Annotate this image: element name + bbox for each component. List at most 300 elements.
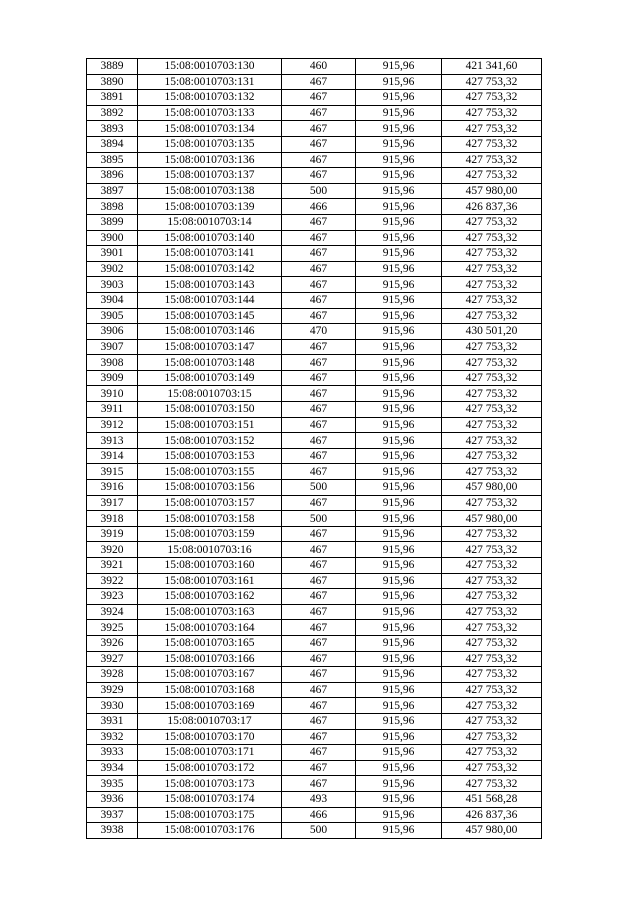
table-row xyxy=(87,542,542,558)
cadastral-value-table xyxy=(86,58,542,839)
row-number-cell: 3928 xyxy=(87,667,138,683)
cadastral-number-cell: 15:08:0010703:16 xyxy=(138,542,282,558)
unit-value-cell: 915,96 xyxy=(356,713,442,729)
row-number-cell: 3902 xyxy=(87,261,138,277)
cadastral-number-cell: 15:08:0010703:174 xyxy=(138,791,282,807)
row-number-cell: 3903 xyxy=(87,277,138,293)
cadastral-value-cell: 427 753,32 xyxy=(442,370,542,386)
row-number-cell: 3897 xyxy=(87,183,138,199)
row-number-cell: 3931 xyxy=(87,713,138,729)
cadastral-value-cell: 427 753,32 xyxy=(442,355,542,371)
cadastral-number-cell: 15:08:0010703:166 xyxy=(138,651,282,667)
row-number-cell: 3925 xyxy=(87,620,138,636)
cadastral-value-cell: 421 341,60 xyxy=(442,59,542,75)
area-cell: 467 xyxy=(282,604,356,620)
cadastral-value-cell: 427 753,32 xyxy=(442,667,542,683)
table-row xyxy=(87,604,542,620)
row-number-cell: 3933 xyxy=(87,745,138,761)
row-number-cell: 3896 xyxy=(87,168,138,184)
area-cell: 467 xyxy=(282,464,356,480)
area-cell: 467 xyxy=(282,105,356,121)
area-cell: 500 xyxy=(282,823,356,839)
cadastral-number-cell: 15:08:0010703:146 xyxy=(138,324,282,340)
unit-value-cell: 915,96 xyxy=(356,791,442,807)
row-number-cell: 3917 xyxy=(87,495,138,511)
row-number-cell: 3900 xyxy=(87,230,138,246)
cadastral-value-cell: 427 753,32 xyxy=(442,105,542,121)
table-row xyxy=(87,807,542,823)
cadastral-number-cell: 15:08:0010703:138 xyxy=(138,183,282,199)
cadastral-value-cell: 427 753,32 xyxy=(442,74,542,90)
cadastral-value-cell: 427 753,32 xyxy=(442,386,542,402)
cadastral-number-cell: 15:08:0010703:148 xyxy=(138,355,282,371)
cadastral-number-cell: 15:08:0010703:15 xyxy=(138,386,282,402)
cadastral-value-cell: 427 753,32 xyxy=(442,745,542,761)
row-number-cell: 3901 xyxy=(87,246,138,262)
unit-value-cell: 915,96 xyxy=(356,433,442,449)
area-cell: 467 xyxy=(282,589,356,605)
cadastral-number-cell: 15:08:0010703:153 xyxy=(138,448,282,464)
cadastral-value-cell: 427 753,32 xyxy=(442,308,542,324)
table-row xyxy=(87,651,542,667)
area-cell: 467 xyxy=(282,246,356,262)
unit-value-cell: 915,96 xyxy=(356,339,442,355)
row-number-cell: 3893 xyxy=(87,121,138,137)
table-row xyxy=(87,635,542,651)
unit-value-cell: 915,96 xyxy=(356,589,442,605)
unit-value-cell: 915,96 xyxy=(356,386,442,402)
row-number-cell: 3889 xyxy=(87,59,138,75)
cadastral-number-cell: 15:08:0010703:172 xyxy=(138,760,282,776)
cadastral-value-cell: 426 837,36 xyxy=(442,807,542,823)
row-number-cell: 3912 xyxy=(87,417,138,433)
cadastral-number-cell: 15:08:0010703:149 xyxy=(138,370,282,386)
row-number-cell: 3924 xyxy=(87,604,138,620)
cadastral-number-cell: 15:08:0010703:152 xyxy=(138,433,282,449)
row-number-cell: 3915 xyxy=(87,464,138,480)
area-cell: 467 xyxy=(282,417,356,433)
table-row xyxy=(87,230,542,246)
area-cell: 467 xyxy=(282,526,356,542)
cadastral-value-cell: 427 753,32 xyxy=(442,776,542,792)
cadastral-number-cell: 15:08:0010703:169 xyxy=(138,698,282,714)
cadastral-value-cell: 427 753,32 xyxy=(442,698,542,714)
unit-value-cell: 915,96 xyxy=(356,199,442,215)
area-cell: 460 xyxy=(282,59,356,75)
cadastral-value-cell: 427 753,32 xyxy=(442,292,542,308)
row-number-cell: 3894 xyxy=(87,136,138,152)
unit-value-cell: 915,96 xyxy=(356,90,442,106)
area-cell: 467 xyxy=(282,745,356,761)
row-number-cell: 3907 xyxy=(87,339,138,355)
area-cell: 467 xyxy=(282,308,356,324)
unit-value-cell: 915,96 xyxy=(356,308,442,324)
table-row xyxy=(87,355,542,371)
table-row xyxy=(87,261,542,277)
cadastral-number-cell: 15:08:0010703:155 xyxy=(138,464,282,480)
unit-value-cell: 915,96 xyxy=(356,59,442,75)
area-cell: 467 xyxy=(282,651,356,667)
area-cell: 467 xyxy=(282,277,356,293)
row-number-cell: 3892 xyxy=(87,105,138,121)
cadastral-number-cell: 15:08:0010703:175 xyxy=(138,807,282,823)
unit-value-cell: 915,96 xyxy=(356,168,442,184)
unit-value-cell: 915,96 xyxy=(356,620,442,636)
table-row xyxy=(87,448,542,464)
unit-value-cell: 915,96 xyxy=(356,105,442,121)
area-cell: 466 xyxy=(282,199,356,215)
cadastral-number-cell: 15:08:0010703:130 xyxy=(138,59,282,75)
cadastral-number-cell: 15:08:0010703:170 xyxy=(138,729,282,745)
cadastral-number-cell: 15:08:0010703:139 xyxy=(138,199,282,215)
row-number-cell: 3904 xyxy=(87,292,138,308)
cadastral-value-cell: 427 753,32 xyxy=(442,651,542,667)
area-cell: 467 xyxy=(282,386,356,402)
area-cell: 467 xyxy=(282,620,356,636)
unit-value-cell: 915,96 xyxy=(356,542,442,558)
unit-value-cell: 915,96 xyxy=(356,183,442,199)
cadastral-number-cell: 15:08:0010703:140 xyxy=(138,230,282,246)
cadastral-value-cell: 457 980,00 xyxy=(442,823,542,839)
cadastral-number-cell: 15:08:0010703:165 xyxy=(138,635,282,651)
row-number-cell: 3899 xyxy=(87,214,138,230)
row-number-cell: 3898 xyxy=(87,199,138,215)
table-row xyxy=(87,277,542,293)
row-number-cell: 3895 xyxy=(87,152,138,168)
cadastral-number-cell: 15:08:0010703:134 xyxy=(138,121,282,137)
area-cell: 467 xyxy=(282,760,356,776)
row-number-cell: 3913 xyxy=(87,433,138,449)
area-cell: 500 xyxy=(282,480,356,496)
cadastral-number-cell: 15:08:0010703:167 xyxy=(138,667,282,683)
unit-value-cell: 915,96 xyxy=(356,558,442,574)
table-row xyxy=(87,698,542,714)
row-number-cell: 3891 xyxy=(87,90,138,106)
cadastral-number-cell: 15:08:0010703:158 xyxy=(138,511,282,527)
unit-value-cell: 915,96 xyxy=(356,776,442,792)
cadastral-number-cell: 15:08:0010703:150 xyxy=(138,402,282,418)
cadastral-number-cell: 15:08:0010703:135 xyxy=(138,136,282,152)
unit-value-cell: 915,96 xyxy=(356,604,442,620)
unit-value-cell: 915,96 xyxy=(356,152,442,168)
table-row xyxy=(87,90,542,106)
table-row xyxy=(87,386,542,402)
area-cell: 500 xyxy=(282,183,356,199)
table-row xyxy=(87,667,542,683)
cadastral-value-cell: 427 753,32 xyxy=(442,464,542,480)
unit-value-cell: 915,96 xyxy=(356,230,442,246)
cadastral-number-cell: 15:08:0010703:132 xyxy=(138,90,282,106)
unit-value-cell: 915,96 xyxy=(356,495,442,511)
row-number-cell: 3920 xyxy=(87,542,138,558)
area-cell: 467 xyxy=(282,635,356,651)
area-cell: 467 xyxy=(282,292,356,308)
area-cell: 467 xyxy=(282,261,356,277)
table-row xyxy=(87,745,542,761)
row-number-cell: 3908 xyxy=(87,355,138,371)
unit-value-cell: 915,96 xyxy=(356,651,442,667)
area-cell: 467 xyxy=(282,433,356,449)
unit-value-cell: 915,96 xyxy=(356,745,442,761)
table-row xyxy=(87,526,542,542)
cadastral-number-cell: 15:08:0010703:142 xyxy=(138,261,282,277)
unit-value-cell: 915,96 xyxy=(356,370,442,386)
table-row xyxy=(87,339,542,355)
cadastral-number-cell: 15:08:0010703:136 xyxy=(138,152,282,168)
row-number-cell: 3911 xyxy=(87,402,138,418)
area-cell: 467 xyxy=(282,230,356,246)
table-row xyxy=(87,417,542,433)
unit-value-cell: 915,96 xyxy=(356,573,442,589)
row-number-cell: 3926 xyxy=(87,635,138,651)
area-cell: 467 xyxy=(282,90,356,106)
cadastral-number-cell: 15:08:0010703:156 xyxy=(138,480,282,496)
area-cell: 467 xyxy=(282,776,356,792)
unit-value-cell: 915,96 xyxy=(356,214,442,230)
unit-value-cell: 915,96 xyxy=(356,402,442,418)
table-row xyxy=(87,59,542,75)
unit-value-cell: 915,96 xyxy=(356,667,442,683)
row-number-cell: 3905 xyxy=(87,308,138,324)
unit-value-cell: 915,96 xyxy=(356,682,442,698)
cadastral-value-cell: 426 837,36 xyxy=(442,199,542,215)
table-row xyxy=(87,308,542,324)
unit-value-cell: 915,96 xyxy=(356,698,442,714)
unit-value-cell: 915,96 xyxy=(356,448,442,464)
row-number-cell: 3919 xyxy=(87,526,138,542)
unit-value-cell: 915,96 xyxy=(356,121,442,137)
cadastral-value-cell: 427 753,32 xyxy=(442,417,542,433)
table-row xyxy=(87,370,542,386)
cadastral-number-cell: 15:08:0010703:171 xyxy=(138,745,282,761)
cadastral-number-cell: 15:08:0010703:159 xyxy=(138,526,282,542)
cadastral-value-cell: 427 753,32 xyxy=(442,152,542,168)
area-cell: 467 xyxy=(282,339,356,355)
table-row xyxy=(87,558,542,574)
cadastral-value-cell: 427 753,32 xyxy=(442,433,542,449)
cadastral-value-cell: 427 753,32 xyxy=(442,214,542,230)
row-number-cell: 3936 xyxy=(87,791,138,807)
area-cell: 467 xyxy=(282,698,356,714)
cadastral-value-cell: 427 753,32 xyxy=(442,90,542,106)
unit-value-cell: 915,96 xyxy=(356,760,442,776)
cadastral-number-cell: 15:08:0010703:157 xyxy=(138,495,282,511)
table-row xyxy=(87,511,542,527)
cadastral-value-cell: 427 753,32 xyxy=(442,495,542,511)
cadastral-value-cell: 427 753,32 xyxy=(442,620,542,636)
row-number-cell: 3910 xyxy=(87,386,138,402)
cadastral-value-cell: 457 980,00 xyxy=(442,511,542,527)
row-number-cell: 3938 xyxy=(87,823,138,839)
area-cell: 467 xyxy=(282,370,356,386)
cadastral-value-cell: 457 980,00 xyxy=(442,183,542,199)
cadastral-value-cell: 427 753,32 xyxy=(442,168,542,184)
unit-value-cell: 915,96 xyxy=(356,635,442,651)
table-row xyxy=(87,791,542,807)
area-cell: 467 xyxy=(282,121,356,137)
table-row xyxy=(87,324,542,340)
table-row xyxy=(87,105,542,121)
unit-value-cell: 915,96 xyxy=(356,292,442,308)
unit-value-cell: 915,96 xyxy=(356,355,442,371)
table-row xyxy=(87,121,542,137)
row-number-cell: 3890 xyxy=(87,74,138,90)
row-number-cell: 3932 xyxy=(87,729,138,745)
table-row xyxy=(87,152,542,168)
area-cell: 467 xyxy=(282,542,356,558)
row-number-cell: 3930 xyxy=(87,698,138,714)
cadastral-value-cell: 427 753,32 xyxy=(442,230,542,246)
unit-value-cell: 915,96 xyxy=(356,417,442,433)
unit-value-cell: 915,96 xyxy=(356,807,442,823)
area-cell: 467 xyxy=(282,448,356,464)
unit-value-cell: 915,96 xyxy=(356,480,442,496)
cadastral-value-cell: 427 753,32 xyxy=(442,526,542,542)
cadastral-value-cell: 427 753,32 xyxy=(442,729,542,745)
table-row xyxy=(87,823,542,839)
cadastral-value-cell: 457 980,00 xyxy=(442,480,542,496)
table-row xyxy=(87,573,542,589)
cadastral-value-cell: 427 753,32 xyxy=(442,635,542,651)
unit-value-cell: 915,96 xyxy=(356,136,442,152)
cadastral-number-cell: 15:08:0010703:151 xyxy=(138,417,282,433)
cadastral-number-cell: 15:08:0010703:14 xyxy=(138,214,282,230)
cadastral-number-cell: 15:08:0010703:160 xyxy=(138,558,282,574)
cadastral-number-cell: 15:08:0010703:164 xyxy=(138,620,282,636)
cadastral-value-cell: 427 753,32 xyxy=(442,277,542,293)
area-cell: 467 xyxy=(282,152,356,168)
area-cell: 467 xyxy=(282,74,356,90)
row-number-cell: 3929 xyxy=(87,682,138,698)
area-cell: 467 xyxy=(282,558,356,574)
cadastral-value-cell: 427 753,32 xyxy=(442,542,542,558)
area-cell: 467 xyxy=(282,214,356,230)
table-row xyxy=(87,480,542,496)
cadastral-number-cell: 15:08:0010703:131 xyxy=(138,74,282,90)
cadastral-value-cell: 427 753,32 xyxy=(442,448,542,464)
row-number-cell: 3918 xyxy=(87,511,138,527)
unit-value-cell: 915,96 xyxy=(356,277,442,293)
table-row xyxy=(87,495,542,511)
table-row xyxy=(87,433,542,449)
area-cell: 500 xyxy=(282,511,356,527)
unit-value-cell: 915,96 xyxy=(356,261,442,277)
table-row xyxy=(87,74,542,90)
area-cell: 467 xyxy=(282,168,356,184)
table-row xyxy=(87,729,542,745)
unit-value-cell: 915,96 xyxy=(356,526,442,542)
table-row xyxy=(87,589,542,605)
row-number-cell: 3927 xyxy=(87,651,138,667)
row-number-cell: 3923 xyxy=(87,589,138,605)
cadastral-value-cell: 427 753,32 xyxy=(442,682,542,698)
cadastral-value-cell: 427 753,32 xyxy=(442,589,542,605)
cadastral-value-cell: 430 501,20 xyxy=(442,324,542,340)
table-row xyxy=(87,214,542,230)
cadastral-number-cell: 15:08:0010703:145 xyxy=(138,308,282,324)
area-cell: 467 xyxy=(282,136,356,152)
cadastral-value-cell: 427 753,32 xyxy=(442,573,542,589)
cadastral-number-cell: 15:08:0010703:141 xyxy=(138,246,282,262)
area-cell: 467 xyxy=(282,713,356,729)
row-number-cell: 3906 xyxy=(87,324,138,340)
cadastral-number-cell: 15:08:0010703:173 xyxy=(138,776,282,792)
table-row xyxy=(87,713,542,729)
unit-value-cell: 915,96 xyxy=(356,729,442,745)
cadastral-number-cell: 15:08:0010703:17 xyxy=(138,713,282,729)
area-cell: 467 xyxy=(282,355,356,371)
table-row xyxy=(87,246,542,262)
row-number-cell: 3937 xyxy=(87,807,138,823)
area-cell: 467 xyxy=(282,729,356,745)
cadastral-number-cell: 15:08:0010703:137 xyxy=(138,168,282,184)
unit-value-cell: 915,96 xyxy=(356,246,442,262)
row-number-cell: 3922 xyxy=(87,573,138,589)
cadastral-number-cell: 15:08:0010703:147 xyxy=(138,339,282,355)
unit-value-cell: 915,96 xyxy=(356,823,442,839)
cadastral-value-cell: 427 753,32 xyxy=(442,246,542,262)
table-row xyxy=(87,136,542,152)
area-cell: 467 xyxy=(282,402,356,418)
cadastral-value-cell: 427 753,32 xyxy=(442,713,542,729)
cadastral-value-cell: 427 753,32 xyxy=(442,136,542,152)
cadastral-value-cell: 427 753,32 xyxy=(442,121,542,137)
cadastral-number-cell: 15:08:0010703:133 xyxy=(138,105,282,121)
cadastral-value-cell: 427 753,32 xyxy=(442,760,542,776)
table-row xyxy=(87,402,542,418)
table-row xyxy=(87,620,542,636)
cadastral-value-cell: 427 753,32 xyxy=(442,604,542,620)
unit-value-cell: 915,96 xyxy=(356,511,442,527)
table-row xyxy=(87,199,542,215)
unit-value-cell: 915,96 xyxy=(356,74,442,90)
row-number-cell: 3916 xyxy=(87,480,138,496)
table-row xyxy=(87,776,542,792)
area-cell: 470 xyxy=(282,324,356,340)
cadastral-number-cell: 15:08:0010703:162 xyxy=(138,589,282,605)
row-number-cell: 3934 xyxy=(87,760,138,776)
table-row xyxy=(87,292,542,308)
unit-value-cell: 915,96 xyxy=(356,324,442,340)
cadastral-value-cell: 427 753,32 xyxy=(442,558,542,574)
table-row xyxy=(87,464,542,480)
area-cell: 467 xyxy=(282,573,356,589)
row-number-cell: 3909 xyxy=(87,370,138,386)
cadastral-value-cell: 427 753,32 xyxy=(442,261,542,277)
cadastral-number-cell: 15:08:0010703:163 xyxy=(138,604,282,620)
row-number-cell: 3914 xyxy=(87,448,138,464)
cadastral-number-cell: 15:08:0010703:143 xyxy=(138,277,282,293)
table-row xyxy=(87,682,542,698)
cadastral-value-cell: 451 568,28 xyxy=(442,791,542,807)
cadastral-value-cell: 427 753,32 xyxy=(442,402,542,418)
cadastral-value-cell: 427 753,32 xyxy=(442,339,542,355)
table-row xyxy=(87,183,542,199)
area-cell: 466 xyxy=(282,807,356,823)
area-cell: 493 xyxy=(282,791,356,807)
cadastral-number-cell: 15:08:0010703:161 xyxy=(138,573,282,589)
cadastral-number-cell: 15:08:0010703:176 xyxy=(138,823,282,839)
row-number-cell: 3935 xyxy=(87,776,138,792)
area-cell: 467 xyxy=(282,667,356,683)
table-row xyxy=(87,168,542,184)
cadastral-number-cell: 15:08:0010703:168 xyxy=(138,682,282,698)
area-cell: 467 xyxy=(282,495,356,511)
table-body xyxy=(87,59,542,839)
row-number-cell: 3921 xyxy=(87,558,138,574)
unit-value-cell: 915,96 xyxy=(356,464,442,480)
table-row xyxy=(87,760,542,776)
